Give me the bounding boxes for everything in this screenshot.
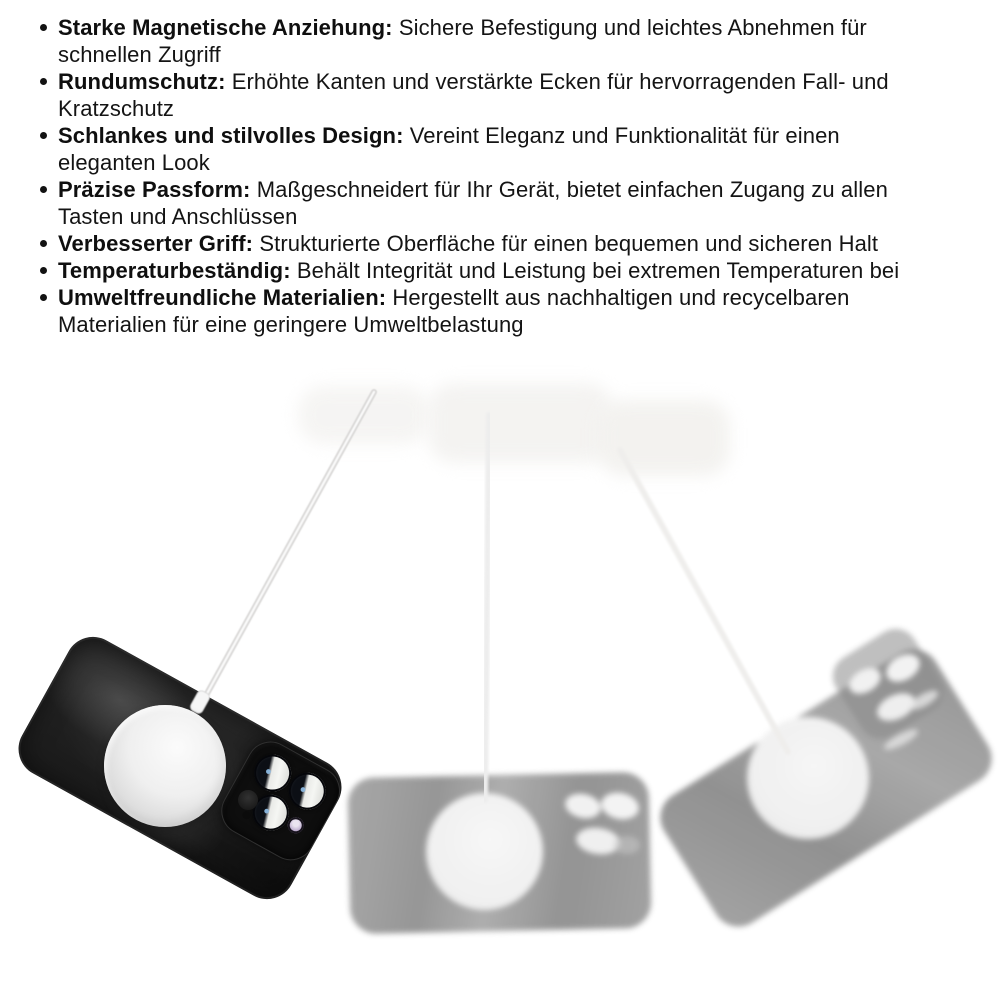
- feature-text: Erhöhte Kanten und verstärkte Ecken für hervorragenden Fall- und Kratzschutz: [58, 69, 889, 121]
- feature-label: Temperaturbeständig:: [58, 258, 291, 283]
- feature-text: Maßgeschneidert für Ihr Gerät, bietet einfachen Zugang zu allen Tasten und Anschlüssen: [58, 177, 888, 229]
- feature-text: Sichere Befestigung und leichtes Abnehmen für schnellen Zugriff: [58, 15, 867, 67]
- feature-label: Präzise Passform:: [58, 177, 251, 202]
- feature-text: Vereint Eleganz und Funktionalität für einen eleganten Look: [58, 123, 840, 175]
- magsafe-charger-disc: [104, 705, 226, 827]
- feature-text: Strukturierte Oberfläche für einen bequemen und sicheren Halt: [259, 231, 879, 256]
- feature-label: Rundumschutz:: [58, 69, 226, 94]
- feature-label: Schlankes und stilvolles Design:: [58, 123, 404, 148]
- camera-mic-dot: [241, 810, 252, 821]
- feature-label: Verbesserter Griff:: [58, 231, 254, 256]
- feature-text: Hergestellt aus nachhaltigen und recycelbaren Materialien für eine geringere Umweltbelastung: [58, 285, 850, 337]
- feature-label: Umweltfreundliche Materialien:: [58, 285, 387, 310]
- feature-text: Behält Integrität und Leistung bei extremen Temperaturen bei: [296, 258, 900, 283]
- ghost-magsafe-disc: [747, 717, 869, 839]
- feature-label: Starke Magnetische Anziehung:: [58, 15, 393, 40]
